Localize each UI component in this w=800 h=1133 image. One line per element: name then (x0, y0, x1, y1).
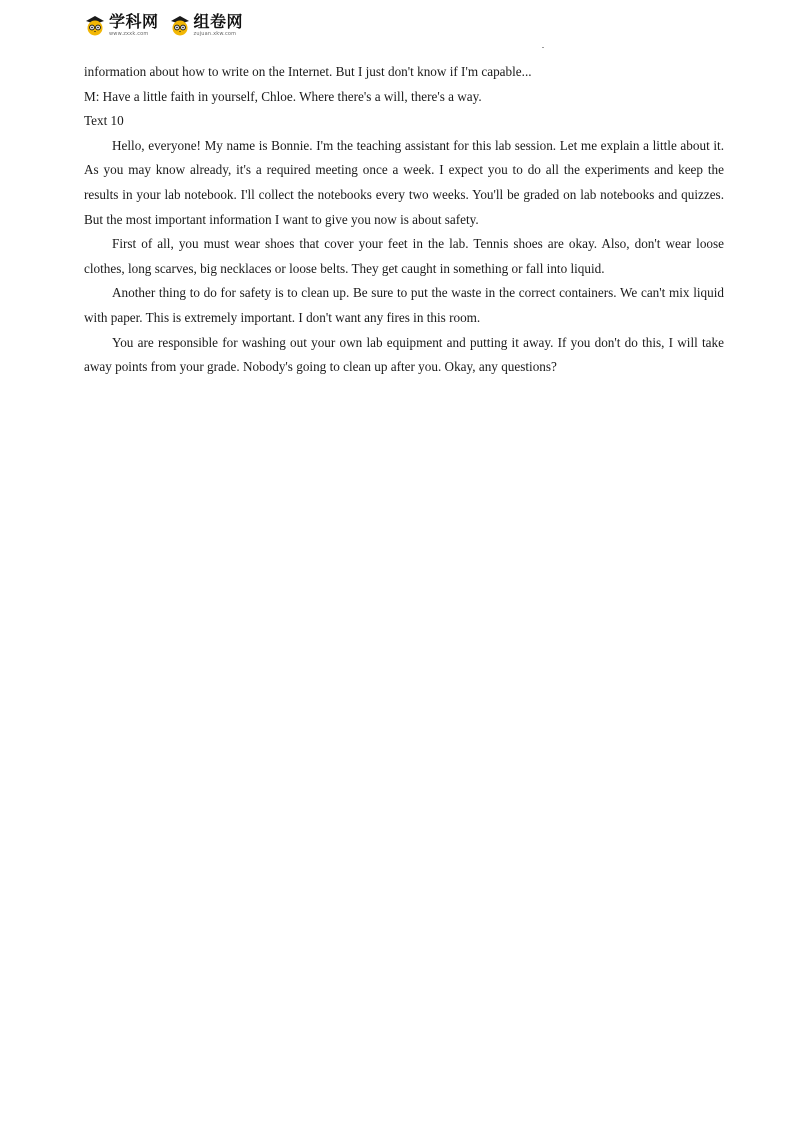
paragraph: First of all, you must wear shoes that cover your feet in the lab. Tennis shoes are okay. Also, don't wear loose clothes, long scarves, big necklaces or loose belts. They get caught in something or fall into liquid. (84, 236, 724, 276)
paragraph: Hello, everyone! My name is Bonnie. I'm the teaching assistant for this lab session. Let me explain a little about it. As you may know already, it's a required meeting once a week. I expect you to do all the experiments and keep the results in your lab notebook. I'll collect the notebooks every two weeks. You'll be graded on lab notebooks and quizzes. But the most important information I want to give you now is about safety. (84, 137, 724, 227)
scan-speck (542, 47, 544, 48)
brand-url: www.zxxk.com (109, 30, 149, 37)
owl-mascot-icon (84, 14, 106, 36)
page-header (84, 11, 243, 39)
brand-zxxk[interactable] (84, 11, 159, 37)
document-body (84, 60, 724, 380)
brand-zujuan[interactable] (169, 11, 244, 37)
owl-mascot-icon (169, 14, 191, 36)
brand-name: 组卷网 (193, 11, 244, 31)
brand-name: 学科网 (109, 11, 159, 31)
paragraph: You are responsible for washing out your own lab equipment and putting it away. If you don't do this, I will take away points from your grade. Nobody's going to clean up after you. Okay, any questions? (84, 334, 724, 375)
brand-url: zujuan.xkw.com (193, 30, 237, 37)
dialogue-line: information about how to write on the Internet. But I just don't know if I'm capable... (84, 64, 532, 79)
dialogue-line: M: Have a little faith in yourself, Chloe. Where there's a will, there's a way. (84, 88, 482, 104)
section-title: Text 10 (84, 113, 124, 129)
paragraph: Another thing to do for safety is to clean up. Be sure to put the waste in the correct containers. We can't mix liquid with paper. This is extremely important. I don't want any fires in this room. (84, 285, 724, 325)
